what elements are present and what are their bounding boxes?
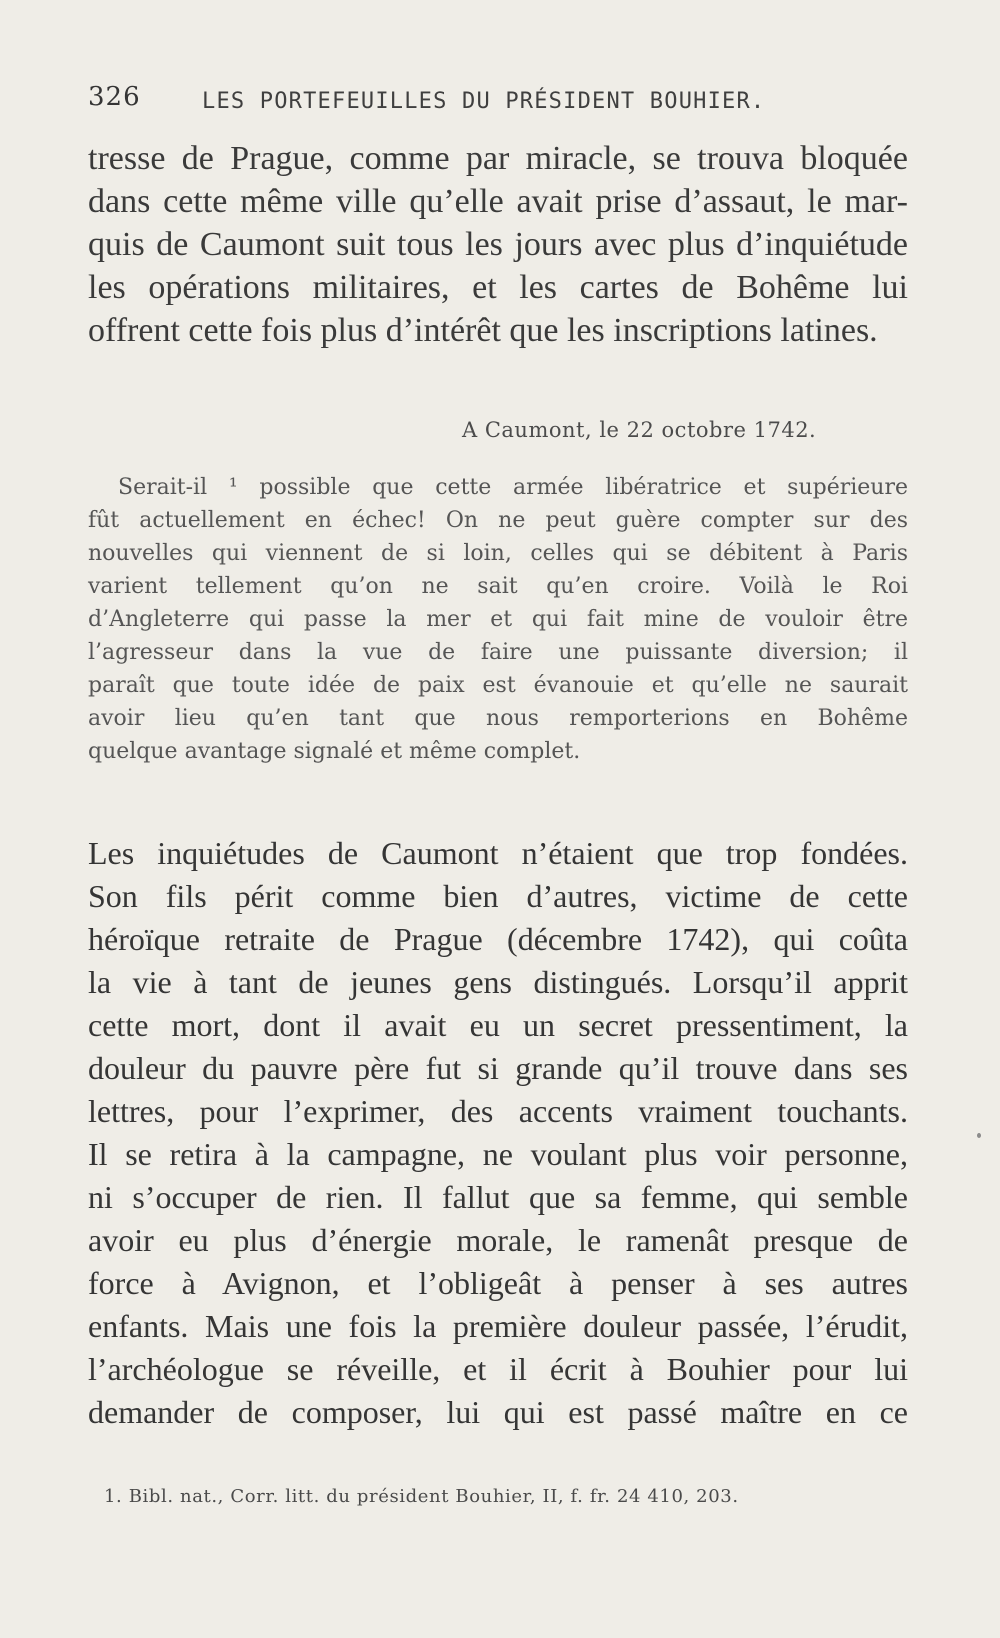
paragraph-line: tresse de Prague, comme par miracle, se trouva bloquée bbox=[88, 140, 908, 177]
paragraph-line: lettres, pour l’exprimer, des accents vraiment touchants. bbox=[88, 1093, 908, 1129]
paragraph-line: avoir eu plus d’énergie morale, le ramenât presque de bbox=[88, 1222, 908, 1258]
first-paragraph bbox=[88, 137, 908, 352]
quote-line: avoir lieu qu’en tant que nous remporterions en Bohême bbox=[88, 706, 908, 731]
paper-speck bbox=[977, 1133, 981, 1138]
paragraph-line: enfants. Mais une fois la première douleur passée, l’érudit, bbox=[88, 1308, 908, 1344]
footnote: 1. Bibl. nat., Corr. litt. du président Bouhier, II, f. fr. 24 410, 203. bbox=[104, 1486, 739, 1507]
paragraph-line: douleur du pauvre père fut si grande qu’il trouve dans ses bbox=[88, 1050, 908, 1086]
running-head: LES PORTEFEUILLES DU PRÉSIDENT BOUHIER. bbox=[202, 89, 766, 114]
paragraph-line: Son fils périt comme bien d’autres, victime de cette bbox=[88, 878, 908, 914]
paragraph-line: héroïque retraite de Prague (décembre 1742), qui coûta bbox=[88, 921, 908, 957]
paragraph-line: dans cette même ville qu’elle avait prise d’assaut, le mar- bbox=[88, 183, 908, 220]
paragraph-line: offrent cette fois plus d’intérêt que les inscriptions latines. bbox=[88, 312, 878, 349]
paragraph-line: demander de composer, lui qui est passé maître en ce bbox=[88, 1394, 908, 1430]
paragraph-line: Les inquiétudes de Caumont n’étaient que trop fondées. bbox=[88, 835, 908, 871]
quoted-letter bbox=[88, 471, 908, 768]
paragraph-line: la vie à tant de jeunes gens distingués. Lorsqu’il apprit bbox=[88, 964, 908, 1000]
letter-date: A Caumont, le 22 octobre 1742. bbox=[462, 418, 817, 442]
paragraph-line: ni s’occuper de rien. Il fallut que sa femme, qui semble bbox=[88, 1179, 908, 1215]
quote-line: d’Angleterre qui passe la mer et qui fait mine de vouloir être bbox=[88, 607, 908, 632]
quote-line: paraît que toute idée de paix est évanouie et qu’elle ne saurait bbox=[88, 673, 908, 698]
quote-line: quelque avantage signalé et même complet. bbox=[88, 739, 581, 764]
paragraph-line: l’archéologue se réveille, et il écrit à Bouhier pour lui bbox=[88, 1351, 908, 1387]
paragraph-line: quis de Caumont suit tous les jours avec plus d’inquiétude bbox=[88, 226, 908, 263]
page-number: 326 bbox=[88, 82, 141, 112]
quote-line: nouvelles qui viennent de si loin, celles qui se débitent à Paris bbox=[88, 541, 908, 566]
quote-line: l’agresseur dans la vue de faire une puissante diversion; il bbox=[88, 640, 908, 665]
paragraph-line: Il se retira à la campagne, ne voulant plus voir personne, bbox=[88, 1136, 908, 1172]
paragraph-line: force à Avignon, et l’obligeât à penser à ses autres bbox=[88, 1265, 908, 1301]
quote-line: varient tellement qu’on ne sait qu’en croire. Voilà le Roi bbox=[88, 574, 908, 599]
quote-line: fût actuellement en échec! On ne peut guère compter sur des bbox=[88, 508, 908, 533]
paragraph-line: les opérations militaires, et les cartes de Bohême lui bbox=[88, 269, 908, 306]
quote-line: Serait-il ¹ possible que cette armée libératrice et supérieure bbox=[118, 475, 908, 500]
paragraph-line: cette mort, dont il avait eu un secret pressentiment, la bbox=[88, 1007, 908, 1043]
second-paragraph bbox=[88, 832, 908, 1434]
page-header bbox=[88, 82, 818, 122]
